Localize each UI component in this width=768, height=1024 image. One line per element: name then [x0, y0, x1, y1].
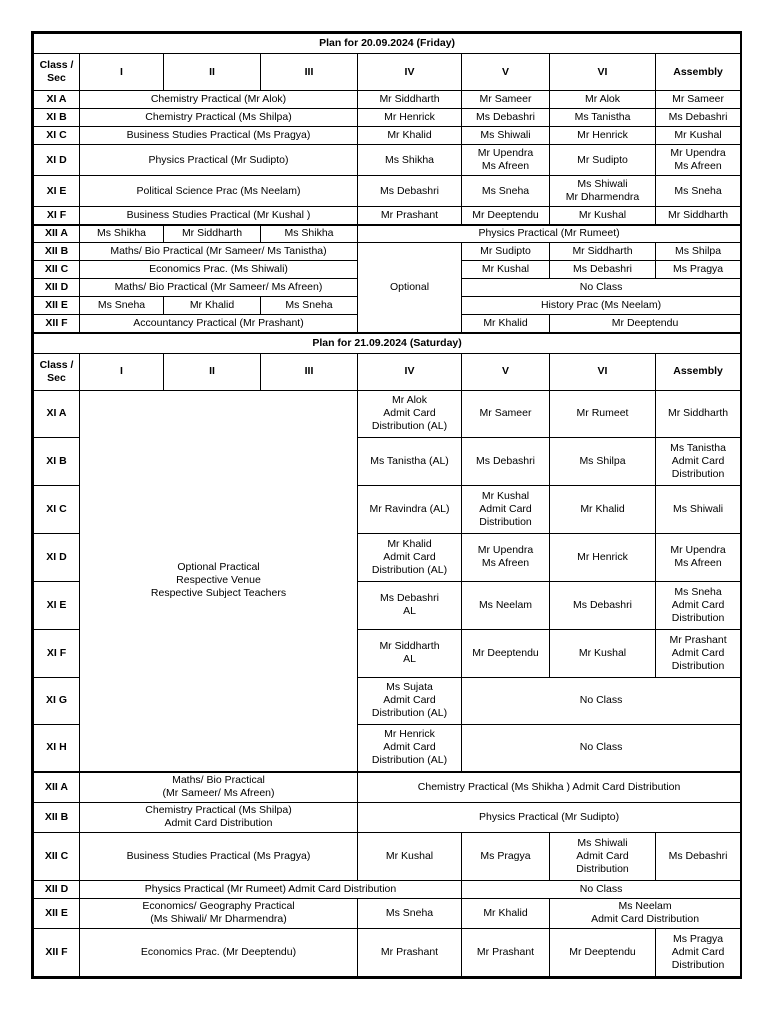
schedule-cell: Mr Sameer: [462, 390, 550, 437]
schedule-cell: Mr Siddharth: [656, 390, 741, 437]
timetable-sheet: [31, 31, 742, 979]
schedule-cell: Physics Practical (Mr Rumeet) Admit Card Distribution: [80, 880, 462, 898]
schedule-cell: Economics/ Geography Practical (Ms Shiwali/ Mr Dharmendra): [80, 898, 358, 928]
column-header: V: [462, 54, 550, 91]
column-header: Class / Sec: [34, 54, 80, 91]
schedule-cell: Accountancy Practical (Mr Prashant): [80, 315, 358, 333]
schedule-cell: Mr Upendra Ms Afreen: [656, 533, 741, 581]
schedule-cell: Maths/ Bio Practical (Mr Sameer/ Ms Afreen): [80, 279, 358, 297]
schedule-cell: Mr Prashant: [358, 207, 462, 225]
class-section-cell: XI B: [34, 437, 80, 485]
column-header: Assembly: [656, 353, 741, 390]
column-header: II: [164, 353, 261, 390]
class-section-cell: XI D: [34, 145, 80, 176]
table-row: [34, 127, 741, 145]
schedule-cell: Mr Alok Admit Card Distribution (AL): [358, 390, 462, 437]
class-section-cell: XII C: [34, 261, 80, 279]
schedule-cell: Ms Tanistha (AL): [358, 437, 462, 485]
column-header: VI: [550, 54, 656, 91]
schedule-cell: Mr Khalid Admit Card Distribution (AL): [358, 533, 462, 581]
schedule-cell: Mr Siddharth: [656, 207, 741, 225]
schedule-cell: No Class: [462, 724, 741, 772]
class-section-cell: XII E: [34, 898, 80, 928]
table-row: [34, 832, 741, 880]
table-row: [34, 176, 741, 207]
schedule-cell: Mr Deeptendu: [550, 928, 656, 976]
schedule-cell: Ms Shikha: [261, 225, 358, 243]
schedule-cell: Ms Sneha: [80, 297, 164, 315]
schedule-cell: Chemistry Practical (Ms Shilpa): [80, 109, 358, 127]
column-header: Assembly: [656, 54, 741, 91]
table-row: [34, 928, 741, 976]
schedule-cell: Mr Sameer: [462, 91, 550, 109]
schedule-cell: Ms Neelam Admit Card Distribution: [550, 898, 741, 928]
class-section-cell: XII D: [34, 880, 80, 898]
schedule-cell: Ms Debashri: [462, 437, 550, 485]
schedule-cell: Mr Siddharth: [550, 243, 656, 261]
column-header: II: [164, 54, 261, 91]
class-section-cell: XI C: [34, 485, 80, 533]
schedule-cell: Ms Shiwali Admit Card Distribution: [550, 832, 656, 880]
schedule-cell: Mr Deeptendu: [462, 629, 550, 677]
schedule-cell: Mr Alok: [550, 91, 656, 109]
schedule-cell: Mr Siddharth: [164, 225, 261, 243]
table-row: [34, 802, 741, 832]
schedule-cell: Mr Kushal: [550, 629, 656, 677]
schedule-cell: Mr Upendra Ms Afreen: [462, 145, 550, 176]
schedule-cell: Mr Henrick Admit Card Distribution (AL): [358, 724, 462, 772]
schedule-cell: No Class: [462, 880, 741, 898]
column-header: IV: [358, 54, 462, 91]
schedule-cell: Mr Siddharth AL: [358, 629, 462, 677]
class-section-cell: XI G: [34, 677, 80, 724]
schedule-cell: Ms Sujata Admit Card Distribution (AL): [358, 677, 462, 724]
schedule-cell: Business Studies Practical (Ms Pragya): [80, 127, 358, 145]
table-row: [34, 109, 741, 127]
class-section-cell: XII D: [34, 279, 80, 297]
column-header: I: [80, 353, 164, 390]
schedule-cell: Ms Shikha: [80, 225, 164, 243]
table-row: [34, 225, 741, 243]
column-header: IV: [358, 353, 462, 390]
schedule-cell: Mr Kushal: [550, 207, 656, 225]
class-section-cell: XI F: [34, 207, 80, 225]
schedule-cell: Mr Henrick: [550, 127, 656, 145]
schedule-cell: Mr Deeptendu: [462, 207, 550, 225]
column-header: V: [462, 353, 550, 390]
saturday-plan-title: Plan for 21.09.2024 (Saturday): [34, 333, 741, 354]
schedule-cell: Mr Kushal Admit Card Distribution: [462, 485, 550, 533]
schedule-cell: Ms Tanistha Admit Card Distribution: [656, 437, 741, 485]
schedule-cell: Ms Sneha: [462, 176, 550, 207]
column-header: III: [261, 54, 358, 91]
schedule-cell: Mr Rumeet: [550, 390, 656, 437]
table-row: [34, 145, 741, 176]
schedule-cell: Ms Pragya Admit Card Distribution: [656, 928, 741, 976]
class-section-cell: XII F: [34, 315, 80, 333]
schedule-cell: Optional: [358, 243, 462, 333]
schedule-cell: Ms Shiwali: [462, 127, 550, 145]
schedule-cell: Chemistry Practical (Mr Alok): [80, 91, 358, 109]
schedule-cell: Ms Debashri: [656, 109, 741, 127]
class-section-cell: XI F: [34, 629, 80, 677]
schedule-cell: Ms Shilpa: [550, 437, 656, 485]
class-section-cell: XII A: [34, 772, 80, 802]
schedule-cell: Ms Shikha: [358, 145, 462, 176]
class-section-cell: XII E: [34, 297, 80, 315]
schedule-cell: Ms Pragya: [462, 832, 550, 880]
class-section-cell: XII B: [34, 802, 80, 832]
schedule-cell: Maths/ Bio Practical (Mr Sameer/ Ms Tanistha): [80, 243, 358, 261]
schedule-cell: Economics Prac. (Mr Deeptendu): [80, 928, 358, 976]
friday-header-row: [34, 54, 741, 91]
schedule-cell: Mr Khalid: [358, 127, 462, 145]
schedule-cell: Mr Prashant: [462, 928, 550, 976]
class-section-cell: XI B: [34, 109, 80, 127]
schedule-cell: Mr Prashant: [358, 928, 462, 976]
friday-title-row: [34, 34, 741, 54]
class-section-cell: XI A: [34, 390, 80, 437]
schedule-cell: Mr Sameer: [656, 91, 741, 109]
schedule-cell: Ms Debashri: [550, 261, 656, 279]
schedule-cell: Chemistry Practical (Ms Shilpa) Admit Card Distribution: [80, 802, 358, 832]
schedule-cell: Mr Ravindra (AL): [358, 485, 462, 533]
class-section-cell: XI E: [34, 176, 80, 207]
class-section-cell: XI H: [34, 724, 80, 772]
schedule-cell: Ms Tanistha: [550, 109, 656, 127]
schedule-cell: Mr Prashant Admit Card Distribution: [656, 629, 741, 677]
column-header: I: [80, 54, 164, 91]
schedule-cell: Mr Upendra Ms Afreen: [462, 533, 550, 581]
schedule-cell: Mr Khalid: [462, 315, 550, 333]
schedule-cell: Mr Deeptendu: [550, 315, 741, 333]
table-row: [34, 772, 741, 802]
schedule-cell: Ms Shilpa: [656, 243, 741, 261]
schedule-cell: Mr Upendra Ms Afreen: [656, 145, 741, 176]
class-section-cell: XII A: [34, 225, 80, 243]
schedule-cell: Ms Shiwali Mr Dharmendra: [550, 176, 656, 207]
friday-plan-title: Plan for 20.09.2024 (Friday): [34, 34, 741, 54]
saturday-title-row: [34, 333, 741, 354]
schedule-cell: Ms Sneha Admit Card Distribution: [656, 581, 741, 629]
class-section-cell: XI D: [34, 533, 80, 581]
column-header: Class / Sec: [34, 353, 80, 390]
schedule-cell: Mr Kushal: [358, 832, 462, 880]
schedule-cell: Ms Debashri: [358, 176, 462, 207]
table-row: [34, 880, 741, 898]
schedule-cell: Physics Practical (Mr Rumeet): [358, 225, 741, 243]
schedule-cell: Ms Pragya: [656, 261, 741, 279]
timetable-body: [34, 34, 741, 977]
schedule-cell: Ms Neelam: [462, 581, 550, 629]
schedule-cell: Mr Sudipto: [462, 243, 550, 261]
schedule-cell: No Class: [462, 279, 741, 297]
schedule-cell: History Prac (Ms Neelam): [462, 297, 741, 315]
schedule-cell: Mr Khalid: [550, 485, 656, 533]
schedule-cell: Ms Sneha: [656, 176, 741, 207]
schedule-cell: Political Science Prac (Ms Neelam): [80, 176, 358, 207]
schedule-cell: No Class: [462, 677, 741, 724]
column-header: III: [261, 353, 358, 390]
schedule-cell: Economics Prac. (Ms Shiwali): [80, 261, 358, 279]
column-header: VI: [550, 353, 656, 390]
schedule-cell: Ms Debashri: [550, 581, 656, 629]
schedule-cell: Chemistry Practical (Ms Shikha ) Admit Card Distribution: [358, 772, 741, 802]
schedule-cell: Mr Henrick: [550, 533, 656, 581]
schedule-cell: Business Studies Practical (Ms Pragya): [80, 832, 358, 880]
class-section-cell: XI C: [34, 127, 80, 145]
schedule-cell: Mr Siddharth: [358, 91, 462, 109]
schedule-cell: Ms Sneha: [261, 297, 358, 315]
schedule-cell: Physics Practical (Mr Sudipto): [80, 145, 358, 176]
class-section-cell: XI A: [34, 91, 80, 109]
schedule-cell: Mr Khalid: [164, 297, 261, 315]
table-row: [34, 207, 741, 225]
class-section-cell: XI E: [34, 581, 80, 629]
schedule-cell: Ms Debashri: [656, 832, 741, 880]
table-row: [34, 898, 741, 928]
table-row: [34, 91, 741, 109]
schedule-cell: Ms Shiwali: [656, 485, 741, 533]
schedule-cell: Ms Debashri AL: [358, 581, 462, 629]
schedule-cell: Ms Debashri: [462, 109, 550, 127]
class-section-cell: XII F: [34, 928, 80, 976]
schedule-cell: Mr Khalid: [462, 898, 550, 928]
class-section-cell: XII C: [34, 832, 80, 880]
schedule-cell: Physics Practical (Mr Sudipto): [358, 802, 741, 832]
class-section-cell: XII B: [34, 243, 80, 261]
schedule-cell: Mr Sudipto: [550, 145, 656, 176]
saturday-header-row: [34, 353, 741, 390]
schedule-cell: Mr Henrick: [358, 109, 462, 127]
table-row: [34, 390, 741, 437]
schedule-cell: Optional Practical Respective Venue Respective Subject Teachers: [80, 390, 358, 772]
table-row: [34, 243, 741, 261]
schedule-cell: Mr Kushal: [462, 261, 550, 279]
schedule-cell: Maths/ Bio Practical (Mr Sameer/ Ms Afreen): [80, 772, 358, 802]
timetable: [33, 33, 741, 977]
schedule-cell: Ms Sneha: [358, 898, 462, 928]
schedule-cell: Mr Kushal: [656, 127, 741, 145]
schedule-cell: Business Studies Practical (Mr Kushal ): [80, 207, 358, 225]
